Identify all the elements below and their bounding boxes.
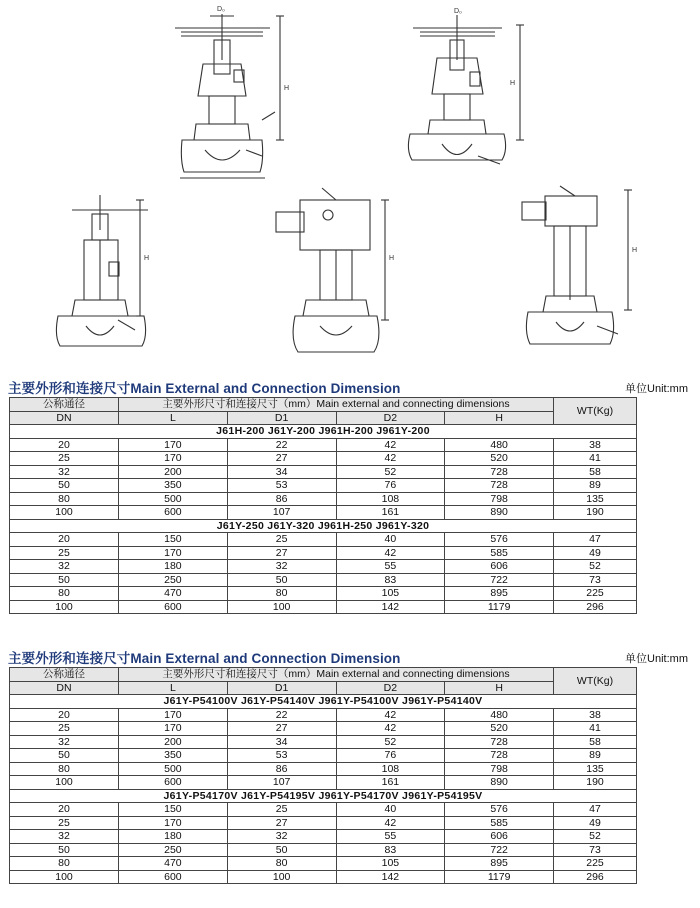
table-row (10, 506, 637, 520)
table-cell: 1179 (445, 600, 554, 614)
table-row (10, 600, 637, 614)
table-cell: 150 (119, 803, 228, 817)
table-cell: 1179 (445, 870, 554, 884)
table-cell: 38 (554, 708, 637, 722)
table-cell: 107 (227, 506, 336, 520)
model-group-label: J61Y-P54100V J61Y-P54140V J961Y-P54100V J961Y-P54140V (10, 695, 637, 709)
table-cell: 100 (227, 870, 336, 884)
table-cell: 100 (10, 600, 119, 614)
table-cell: 80 (10, 492, 119, 506)
table-cell: 606 (445, 830, 554, 844)
table-cell: 42 (336, 546, 445, 560)
table-cell: 170 (119, 546, 228, 560)
table-cell: 41 (554, 452, 637, 466)
table-row (10, 492, 637, 506)
table-cell: 576 (445, 533, 554, 547)
table-cell: 89 (554, 479, 637, 493)
table-cell: 42 (336, 708, 445, 722)
wt-header: WT(Kg) (554, 668, 637, 695)
table-cell: 296 (554, 870, 637, 884)
table-cell: 728 (445, 735, 554, 749)
col-d2-header: D2 (336, 411, 445, 425)
table-cell: 500 (119, 762, 228, 776)
table-cell: 22 (227, 708, 336, 722)
table-cell: 73 (554, 843, 637, 857)
table-row (10, 830, 637, 844)
table-row (10, 560, 637, 574)
table-row (10, 857, 637, 871)
table-cell: 52 (336, 465, 445, 479)
table-cell: 86 (227, 762, 336, 776)
table-row (10, 452, 637, 466)
table-cell: 55 (336, 560, 445, 574)
table-row (10, 573, 637, 587)
table-cell: 480 (445, 438, 554, 452)
table-cell: 250 (119, 843, 228, 857)
table-cell: 76 (336, 749, 445, 763)
table-cell: 83 (336, 843, 445, 857)
table-cell: 32 (10, 735, 119, 749)
table-row (10, 722, 637, 736)
table-cell: 58 (554, 465, 637, 479)
table-cell: 52 (554, 560, 637, 574)
table-cell: 480 (445, 708, 554, 722)
table-row (10, 438, 637, 452)
label-d0-1: D₀ (217, 6, 225, 13)
table-cell: 38 (554, 438, 637, 452)
table-row (10, 533, 637, 547)
table-cell: 180 (119, 560, 228, 574)
table-cell: 170 (119, 816, 228, 830)
table-cell: 108 (336, 762, 445, 776)
section-1-title: 主要外形和连接尺寸Main External and Connection Dimension (8, 381, 401, 396)
table-cell: 200 (119, 465, 228, 479)
table-cell: 42 (336, 816, 445, 830)
table-cell: 798 (445, 492, 554, 506)
table-cell: 20 (10, 438, 119, 452)
col-h-header: H (445, 411, 554, 425)
table-cell: 80 (227, 587, 336, 601)
table-cell: 40 (336, 803, 445, 817)
table-cell: 600 (119, 870, 228, 884)
table-cell: 890 (445, 776, 554, 790)
table-cell: 520 (445, 452, 554, 466)
table-cell: 895 (445, 587, 554, 601)
col-l-header: L (119, 411, 228, 425)
table-cell: 52 (554, 830, 637, 844)
table-cell: 20 (10, 533, 119, 547)
table-cell: 728 (445, 479, 554, 493)
table-row (10, 843, 637, 857)
table-cell: 27 (227, 452, 336, 466)
table-cell: 42 (336, 438, 445, 452)
table-cell: 80 (10, 857, 119, 871)
table-cell: 42 (336, 452, 445, 466)
drawing-handwheel-valve-2 (408, 15, 524, 164)
table-cell: 890 (445, 506, 554, 520)
table-cell: 55 (336, 830, 445, 844)
table-cell: 40 (336, 533, 445, 547)
table-cell: 105 (336, 587, 445, 601)
table-cell: 25 (10, 452, 119, 466)
table-cell: 25 (10, 722, 119, 736)
valve-drawings (0, 0, 700, 365)
table-cell: 350 (119, 749, 228, 763)
table-cell: 49 (554, 816, 637, 830)
dn-cn-header: 公称通径 (10, 398, 119, 412)
table-cell: 585 (445, 816, 554, 830)
section-2-title: 主要外形和连接尺寸Main External and Connection Dimension (8, 651, 401, 666)
table-row (10, 587, 637, 601)
table-cell: 41 (554, 722, 637, 736)
table-row (10, 546, 637, 560)
table-cell: 58 (554, 735, 637, 749)
table-cell: 50 (10, 479, 119, 493)
table-cell: 25 (227, 803, 336, 817)
dims-header: 主要外形尺寸和连接尺寸（mm）Main external and connecting dimensions (119, 668, 554, 682)
model-group-label: J61Y-P54170V J61Y-P54195V J961Y-P54170V J961Y-P54195V (10, 789, 637, 803)
table-cell: 20 (10, 708, 119, 722)
table-cell: 296 (554, 600, 637, 614)
label-h-2: H (510, 80, 516, 87)
table-cell: 722 (445, 573, 554, 587)
table-cell: 32 (10, 560, 119, 574)
table-cell: 728 (445, 465, 554, 479)
table-cell: 47 (554, 533, 637, 547)
table-cell: 52 (336, 735, 445, 749)
table-cell: 89 (554, 749, 637, 763)
table-cell: 86 (227, 492, 336, 506)
table-cell: 250 (119, 573, 228, 587)
table-cell: 170 (119, 438, 228, 452)
table-cell: 606 (445, 560, 554, 574)
table-cell: 895 (445, 857, 554, 871)
table-cell: 108 (336, 492, 445, 506)
table-cell: 22 (227, 438, 336, 452)
table-cell: 25 (10, 816, 119, 830)
table-cell: 190 (554, 776, 637, 790)
table-cell: 50 (10, 749, 119, 763)
table-cell: 34 (227, 735, 336, 749)
label-h-5: H (632, 247, 638, 254)
table-cell: 728 (445, 749, 554, 763)
section-1-unit: 单位Unit:mm (625, 383, 688, 395)
table-cell: 76 (336, 479, 445, 493)
table-row (10, 776, 637, 790)
table-row (10, 803, 637, 817)
table-row (10, 816, 637, 830)
table-cell: 600 (119, 776, 228, 790)
table-cell: 20 (10, 803, 119, 817)
table-cell: 50 (227, 573, 336, 587)
drawing-valve-3 (56, 195, 148, 346)
table-cell: 180 (119, 830, 228, 844)
table-row (10, 735, 637, 749)
table-row (10, 762, 637, 776)
table-cell: 142 (336, 870, 445, 884)
table-cell: 576 (445, 803, 554, 817)
table-cell: 105 (336, 857, 445, 871)
section-2-unit: 单位Unit:mm (625, 653, 688, 665)
table-cell: 83 (336, 573, 445, 587)
table-cell: 32 (227, 830, 336, 844)
drawing-handwheel-valve-1 (175, 14, 284, 178)
table-cell: 25 (227, 533, 336, 547)
table-row (10, 749, 637, 763)
table-cell: 53 (227, 479, 336, 493)
model-group-label: J61H-200 J61Y-200 J961H-200 J961Y-200 (10, 425, 637, 439)
table-cell: 42 (336, 722, 445, 736)
dims-header: 主要外形尺寸和连接尺寸（mm）Main external and connecting dimensions (119, 398, 554, 412)
table-cell: 27 (227, 722, 336, 736)
table-cell: 32 (10, 465, 119, 479)
table-cell: 80 (227, 857, 336, 871)
table-cell: 135 (554, 762, 637, 776)
valve-drawings-svg (0, 0, 700, 365)
col-d1-header: D1 (227, 411, 336, 425)
table-cell: 32 (10, 830, 119, 844)
table-cell: 350 (119, 479, 228, 493)
table-cell: 722 (445, 843, 554, 857)
table-cell: 170 (119, 452, 228, 466)
model-group-label: J61Y-250 J61Y-320 J961H-250 J961Y-320 (10, 519, 637, 533)
table-cell: 50 (227, 843, 336, 857)
table-cell: 50 (10, 573, 119, 587)
table-cell: 200 (119, 735, 228, 749)
table-cell: 49 (554, 546, 637, 560)
label-h-3: H (144, 255, 150, 262)
table-cell: 53 (227, 749, 336, 763)
table-cell: 520 (445, 722, 554, 736)
table-cell: 600 (119, 506, 228, 520)
label-h-1: H (284, 85, 290, 92)
table-cell: 225 (554, 857, 637, 871)
table-cell: 150 (119, 533, 228, 547)
table-cell: 585 (445, 546, 554, 560)
table-cell: 80 (10, 587, 119, 601)
table-cell: 161 (336, 776, 445, 790)
table-cell: 73 (554, 573, 637, 587)
dimension-table-1 (9, 397, 637, 614)
table-cell: 500 (119, 492, 228, 506)
table-cell: 34 (227, 465, 336, 479)
table-cell: 600 (119, 600, 228, 614)
table-cell: 470 (119, 857, 228, 871)
table-cell: 100 (10, 776, 119, 790)
table-cell: 47 (554, 803, 637, 817)
table-cell: 798 (445, 762, 554, 776)
table-cell: 107 (227, 776, 336, 790)
table-cell: 142 (336, 600, 445, 614)
table-cell: 161 (336, 506, 445, 520)
table-row (10, 465, 637, 479)
dn-header: DN (10, 681, 119, 695)
table-cell: 135 (554, 492, 637, 506)
table-row (10, 479, 637, 493)
label-h-4: H (389, 255, 395, 262)
dn-cn-header: 公称通径 (10, 668, 119, 682)
table-cell: 170 (119, 722, 228, 736)
col-l-header: L (119, 681, 228, 695)
table-cell: 100 (227, 600, 336, 614)
wt-header: WT(Kg) (554, 398, 637, 425)
table-cell: 190 (554, 506, 637, 520)
drawing-actuator-valve-2 (522, 186, 632, 344)
col-d1-header: D1 (227, 681, 336, 695)
drawing-actuator-valve-1 (276, 188, 389, 352)
table-row (10, 708, 637, 722)
label-d0-2: D₀ (454, 8, 462, 15)
dn-header: DN (10, 411, 119, 425)
table-cell: 25 (10, 546, 119, 560)
table-cell: 80 (10, 762, 119, 776)
table-cell: 50 (10, 843, 119, 857)
table-cell: 27 (227, 816, 336, 830)
dimension-table-2 (9, 667, 637, 884)
col-h-header: H (445, 681, 554, 695)
col-d2-header: D2 (336, 681, 445, 695)
table-cell: 32 (227, 560, 336, 574)
table-cell: 100 (10, 870, 119, 884)
table-cell: 100 (10, 506, 119, 520)
table-row (10, 870, 637, 884)
table-cell: 27 (227, 546, 336, 560)
table-cell: 170 (119, 708, 228, 722)
table-cell: 470 (119, 587, 228, 601)
table-cell: 225 (554, 587, 637, 601)
